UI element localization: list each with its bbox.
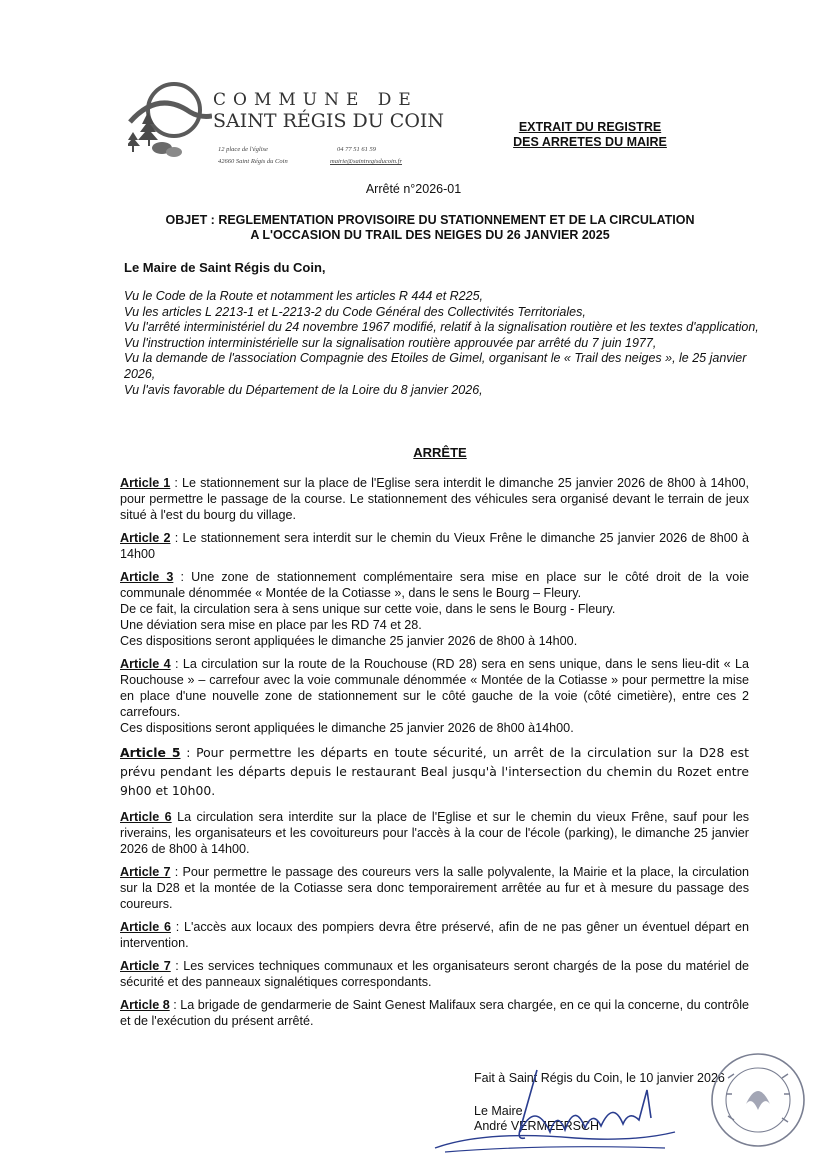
article-text-extra: Une déviation sera mise en place par les RD 74 et 28.	[120, 618, 422, 632]
article-text: : La brigade de gendarmerie de Saint Genest Malifaux sera chargée, en ce qui la concerne, du contrôle et de l'exécution du présent arrêté.	[120, 998, 749, 1028]
tree-small-icon	[128, 132, 140, 152]
article-7	[120, 864, 749, 912]
article-label: Article 6	[120, 920, 171, 934]
article-text: : L'accès aux locaux des pompiers devra être préservé, afin de ne pas gêner un éventuel départ en intervention.	[120, 920, 749, 950]
article-label: Article 6	[120, 810, 172, 824]
article-6	[120, 809, 749, 857]
vu-item: Vu les articles L 2213-1 et L-2213-2 du Code Général des Collectivités Territoriales,	[124, 304, 586, 319]
article-label: Article 7	[120, 959, 171, 973]
signature-stroke	[520, 1090, 651, 1132]
article-label: Article 8	[120, 998, 170, 1012]
signature-name: André VERMEERSCH	[474, 1119, 600, 1133]
article-text-extra: Ces dispositions seront appliquées le dimanche 25 janvier 2026 de 8h00 à 14h00.	[120, 634, 578, 648]
article-text-extra: De ce fait, la circulation sera à sens unique sur cette voie, dans le sens le Bourg - Fleury.	[120, 602, 616, 616]
article-1	[120, 475, 749, 523]
article-text: : Les services techniques communaux et les organisateurs seront chargés de la pose du matériel de sécurité et des panneaux signalétiques correspondants.	[120, 959, 749, 989]
article-7b	[120, 958, 749, 990]
article-text-extra: Ces dispositions seront appliquées le dimanche 25 janvier 2026 de 8h00 à14h00.	[120, 721, 574, 735]
maire-heading: Le Maire de Saint Régis du Coin,	[124, 260, 326, 275]
vu-item: Vu l'avis favorable du Département de la Loire du 8 janvier 2026,	[124, 382, 483, 397]
article-2	[120, 530, 749, 562]
article-6b	[120, 919, 749, 951]
signature-place-date: Fait à Saint Régis du Coin, le 10 janvier 2026	[474, 1071, 725, 1085]
address-line-1: 12 place de l'église	[218, 146, 268, 153]
articles-list	[120, 475, 749, 1036]
article-label: Article 4	[120, 657, 171, 671]
email: mairie@saintregisducoin.fr	[330, 158, 403, 165]
commune-logo	[128, 82, 212, 158]
article-text: : Une zone de stationnement complémentaire sera mise en place sur le côté droit de la voie communale dénommée « Montée de la Cotiasse », dans le sens le Bourg – Fleury.	[120, 570, 749, 600]
mairie-stamp	[698, 1048, 808, 1158]
vu-item: Vu l'arrêté interministériel du 24 novembre 1967 modifié, relatif à la signalisation routière et les textes d'application,	[124, 320, 759, 335]
signature-underline	[445, 1147, 665, 1152]
article-text: : Le stationnement sera interdit sur le chemin du Vieux Frêne le dimanche 25 janvier 2026 de 8h00 à 14h00	[120, 531, 749, 561]
register-line-1: EXTRAIT DU REGISTRE	[518, 120, 662, 134]
register-heading	[500, 120, 680, 150]
stone-icon	[166, 147, 182, 157]
article-5	[120, 743, 749, 800]
phone: 04 77 51 61 59	[337, 146, 376, 153]
article-text: : Pour permettre le passage des coureurs vers la salle polyvalente, la Mairie et la place, la circulation sur la D28 et la montée de la Cotiasse sera donc temporairement arrêtée au fur et à mesure du passage des coureurs.	[120, 865, 750, 911]
address-line-2: 42660 Saint Régis du Coin	[218, 158, 288, 165]
objet-line-2: A L'OCCASION DU TRAIL DES NEIGES DU 26 JANVIER 2025	[250, 228, 610, 242]
article-text: : Le stationnement sur la place de l'Eglise sera interdit le dimanche 25 janvier 2026 de 8h00 à 14h00, pour permettre le passage de la course. Le stationnement des véhicules sera organisé devant le terrain de jeux situé à l'est du bourg du village.	[120, 476, 749, 522]
handwritten-signature	[425, 1060, 685, 1160]
vu-item: Vu la demande de l'association Compagnie des Etoiles de Gimel, organisant le « Trail des neiges », le 25 janvier 2026,	[124, 351, 747, 381]
article-8	[120, 997, 749, 1029]
signature-underline	[435, 1132, 675, 1148]
register-line-2: DES ARRETES DU MAIRE	[513, 135, 667, 149]
objet-line-1: OBJET : REGLEMENTATION PROVISOIRE DU STATIONNEMENT ET DE LA CIRCULATION	[165, 213, 695, 227]
article-label: Article 1	[120, 476, 171, 490]
objet-heading	[100, 213, 760, 243]
vu-item: Vu le Code de la Route et notamment les articles R 444 et R225,	[124, 289, 484, 303]
article-label: Article 7	[120, 865, 171, 879]
vu-list	[124, 289, 764, 398]
arrete-number: Arrêté n°2026-01	[365, 182, 462, 196]
article-4	[120, 656, 749, 736]
stamp-emblem	[746, 1091, 770, 1110]
article-text: : Pour permettre les départs en toute sécurité, un arrêt de la circulation sur la D28 est prévu pendant les départs depuis le restaurant Beal jusqu'à l'intersection du chemin du Rozet entre 9h00 et 10h00.	[120, 745, 749, 798]
article-text: La circulation sera interdite sur la place de l'Eglise et sur le chemin du vieux Frêne, sauf pour les riverains, les organisateurs et les covoitureurs pour l'accès à la cour de l'école (parking), le dimanche 25 janvier 2026 de 8h00 à 14h00.	[120, 810, 750, 856]
article-label: Article 3	[120, 570, 174, 584]
vu-item: Vu l'instruction interministérielle sur la signalisation routière approuvée par arrêté du 7 juin 1977,	[124, 335, 657, 350]
commune-name: SAINT RÉGIS DU COIN	[213, 110, 445, 132]
article-text: : La circulation sur la route de la Rouchouse (RD 28) sera en sens unique, dans le sens lieu-dit « La Rouchouse » – carrefour avec la voie communale dénommée « Montée de la Cotiasse » pour permettre la mise en place d'une nouvelle zone de stationnement sur le côté gauche de la voie (côté cimetière), entre ces 2 carrefours.	[120, 657, 749, 719]
article-label: Article 5	[120, 745, 181, 760]
article-3	[120, 569, 749, 649]
logo-circle	[148, 84, 200, 136]
article-label: Article 2	[120, 531, 171, 545]
commune-label: COMMUNE DE	[213, 90, 418, 110]
arrete-title: ARRÊTE	[413, 445, 467, 460]
signature-title: Le Maire	[474, 1104, 523, 1118]
